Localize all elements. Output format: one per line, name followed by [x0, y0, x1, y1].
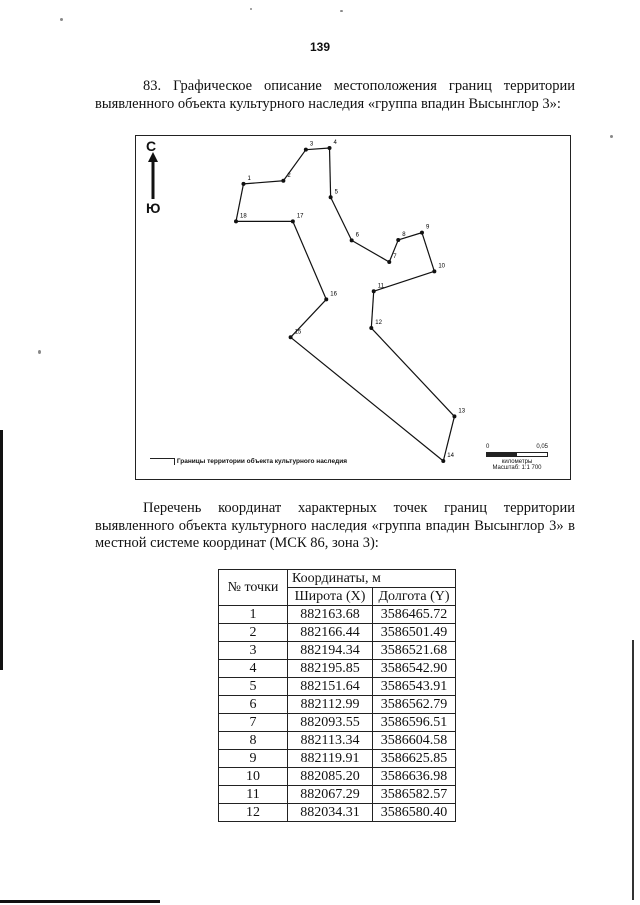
scan-speck	[60, 18, 63, 21]
boundary-point-label: 13	[458, 408, 466, 415]
boundary-point	[304, 148, 308, 152]
boundary-point	[241, 182, 245, 186]
boundary-point	[441, 459, 445, 463]
boundary-point-label: 14	[447, 453, 454, 459]
boundary-segment	[371, 291, 373, 328]
boundary-point-label: 2	[287, 172, 291, 179]
scale-text: Масштаб: 1:1 700	[492, 465, 542, 471]
boundary-point	[329, 195, 333, 199]
scan-speck	[610, 135, 613, 138]
boundary-point	[328, 146, 332, 150]
cell-latitude: 882163.68	[288, 606, 373, 624]
cell-point-number: 9	[219, 750, 288, 768]
page-number: 139	[309, 40, 331, 54]
boundary-segment	[331, 197, 352, 240]
cell-latitude: 882113.34	[288, 732, 373, 750]
table-row	[219, 624, 456, 642]
boundary-point-label: 3	[309, 141, 314, 148]
boundary-map	[135, 135, 571, 480]
intro-paragraph: 83. Графическое описание местоположения границ территории выявленного объекта культурного наследия «группа впадин Высынглор 3»:	[95, 78, 575, 112]
cell-latitude: 882067.29	[288, 786, 373, 804]
map-canvas	[136, 136, 572, 481]
boundary-point-label: 7	[393, 254, 397, 261]
table-row	[219, 804, 456, 822]
compass-south-label: Ю	[146, 200, 161, 216]
header-latitude: Широта (X)	[288, 588, 373, 606]
boundary-point-label: 10	[438, 263, 446, 270]
boundary-segment	[306, 148, 330, 150]
boundary-point-label: 9	[425, 224, 430, 231]
cell-point-number: 12	[219, 804, 288, 822]
boundary-point	[452, 414, 456, 418]
cell-point-number: 4	[219, 660, 288, 678]
boundary-point-label: 1	[247, 175, 251, 182]
table-row	[219, 696, 456, 714]
cell-longitude: 3586604.58	[373, 732, 456, 750]
cell-point-number: 1	[219, 606, 288, 624]
cell-latitude: 882194.34	[288, 642, 373, 660]
cell-longitude: 3586596.51	[373, 714, 456, 732]
header-longitude: Долгота (Y)	[373, 588, 456, 606]
boundary-segment	[291, 337, 444, 461]
cell-point-number: 8	[219, 732, 288, 750]
boundary-point-label: 17	[296, 213, 304, 220]
cell-longitude: 3586582.57	[373, 786, 456, 804]
boundary-point-label: 12	[375, 320, 382, 327]
scan-speck	[38, 350, 41, 354]
scale-end: 0,05	[536, 444, 548, 450]
boundary-segment	[293, 221, 326, 299]
boundary-point	[396, 238, 400, 242]
boundary-point	[432, 269, 436, 273]
boundary-point	[387, 260, 391, 264]
scale-bar	[486, 452, 548, 457]
cell-point-number: 5	[219, 678, 288, 696]
cell-longitude: 3586625.85	[373, 750, 456, 768]
table-row	[219, 786, 456, 804]
boundary-point	[369, 326, 373, 330]
boundary-point	[372, 289, 376, 293]
scale-unit: километры	[501, 459, 533, 465]
cell-longitude: 3586501.49	[373, 624, 456, 642]
cell-point-number: 11	[219, 786, 288, 804]
boundary-point-label: 16	[330, 291, 337, 298]
boundary-point-label: 5	[334, 189, 338, 196]
cell-latitude: 882112.99	[288, 696, 373, 714]
table-row	[219, 750, 456, 768]
scale-bar-block	[486, 444, 548, 471]
cell-longitude: 3586562.79	[373, 696, 456, 714]
scan-margin-line	[0, 430, 3, 670]
table-row	[219, 732, 456, 750]
coordinates-table	[218, 569, 456, 822]
cell-latitude: 882166.44	[288, 624, 373, 642]
scan-bottom-line	[0, 900, 160, 903]
boundary-point	[234, 219, 238, 223]
scan-margin-line	[632, 640, 634, 900]
list-heading: Перечень координат характерных точек границ территории выявленного объекта культурного наследия «группа впадин Высынглор 3» в местной системе координат (МСК 86, зона 3):	[95, 500, 575, 551]
table-row	[219, 642, 456, 660]
cell-point-number: 2	[219, 624, 288, 642]
legend-text: Границы территории объекта культурного наследия	[176, 458, 347, 466]
boundary-segment	[371, 328, 454, 416]
boundary-point	[420, 231, 424, 235]
cell-latitude: 882034.31	[288, 804, 373, 822]
table-row	[219, 606, 456, 624]
cell-latitude: 882085.20	[288, 768, 373, 786]
boundary-point	[291, 219, 295, 223]
cell-point-number: 6	[219, 696, 288, 714]
table-row	[219, 768, 456, 786]
scan-speck	[340, 10, 343, 12]
cell-latitude: 882151.64	[288, 678, 373, 696]
cell-longitude: 3586465.72	[373, 606, 456, 624]
cell-longitude: 3586543.91	[373, 678, 456, 696]
boundary-point-label: 11	[377, 283, 384, 290]
scale-start: 0	[486, 444, 490, 450]
boundary-point-label: 4	[333, 140, 337, 146]
cell-latitude: 882093.55	[288, 714, 373, 732]
boundary-point	[281, 179, 285, 183]
cell-point-number: 10	[219, 768, 288, 786]
legend-line-swatch	[150, 458, 175, 465]
table-row	[219, 714, 456, 732]
cell-point-number: 7	[219, 714, 288, 732]
cell-point-number: 3	[219, 642, 288, 660]
boundary-point-label: 15	[294, 329, 302, 336]
table-row	[219, 660, 456, 678]
boundary-segment	[422, 233, 434, 272]
cell-latitude: 882195.85	[288, 660, 373, 678]
cell-longitude: 3586542.90	[373, 660, 456, 678]
boundary-point	[324, 297, 328, 301]
cell-longitude: 3586521.68	[373, 642, 456, 660]
cell-longitude: 3586580.40	[373, 804, 456, 822]
boundary-point-label: 6	[355, 232, 360, 239]
boundary-point-label: 18	[240, 213, 247, 220]
cell-latitude: 882119.91	[288, 750, 373, 768]
map-legend	[150, 458, 400, 465]
header-point-number: № точки	[219, 570, 288, 606]
boundary-point	[289, 335, 293, 339]
boundary-segment	[352, 240, 390, 262]
boundary-point-label: 8	[402, 231, 406, 238]
boundary-segment	[330, 148, 331, 197]
cell-longitude: 3586636.98	[373, 768, 456, 786]
boundary-point	[350, 238, 354, 242]
compass-north-label: С	[146, 138, 157, 154]
scan-speck	[250, 8, 252, 10]
header-coordinates: Координаты, м	[288, 570, 456, 588]
table-row	[219, 678, 456, 696]
